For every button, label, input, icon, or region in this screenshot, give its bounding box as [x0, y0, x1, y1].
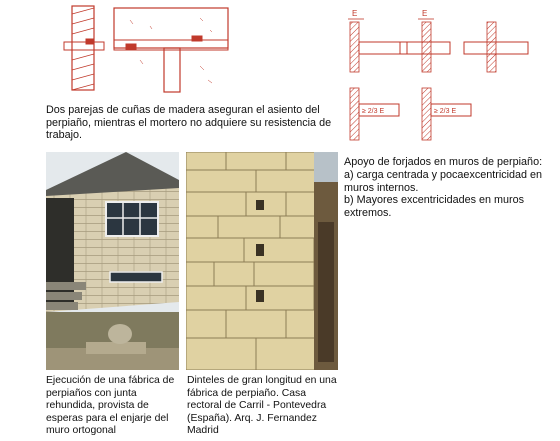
- label-e-2: E: [422, 9, 428, 18]
- right-caption: [344, 156, 558, 220]
- label-ratio-1: ≥ 2/3 E: [362, 108, 385, 115]
- label-ratio-2: ≥ 2/3 E: [434, 108, 457, 115]
- photo-long-lintels: [186, 152, 338, 370]
- slab-support-diagram-svg: [342, 4, 532, 144]
- right-caption-line2: a) carga centrada y pocaexcentricidad en muros internos.: [344, 168, 543, 194]
- right-caption-line1: Apoyo de forjados en muros de perpiaño:: [344, 156, 543, 168]
- slab-support-diagram: [342, 4, 532, 144]
- wedges-sketch-svg: [60, 0, 230, 95]
- photo-long-lintels-svg: [186, 152, 338, 370]
- wedges-sketch: [60, 0, 230, 95]
- right-caption-line3: b) Mayores excentricidades en muros extremos.: [344, 194, 525, 220]
- top-caption: Dos parejas de cuñas de madera aseguran el asiento del perpiaño, mientras el mortero no adquiere su resistencia de trabajo.: [46, 104, 332, 142]
- photo-house-construction-svg: [46, 152, 179, 370]
- photo-left-caption: Ejecución de una fábrica de perpiaños con junta rehundida, provista de esperas para el enjarje del muro ortogonal: [46, 375, 175, 437]
- label-e-1: E: [352, 9, 358, 18]
- photo-house-construction: [46, 152, 179, 370]
- photo-right-caption: Dinteles de gran longitud en una fábrica de perpiaño. Casa rectoral de Carril - Pontevedra (España). Arq. J. Fernandez Madrid: [187, 375, 337, 437]
